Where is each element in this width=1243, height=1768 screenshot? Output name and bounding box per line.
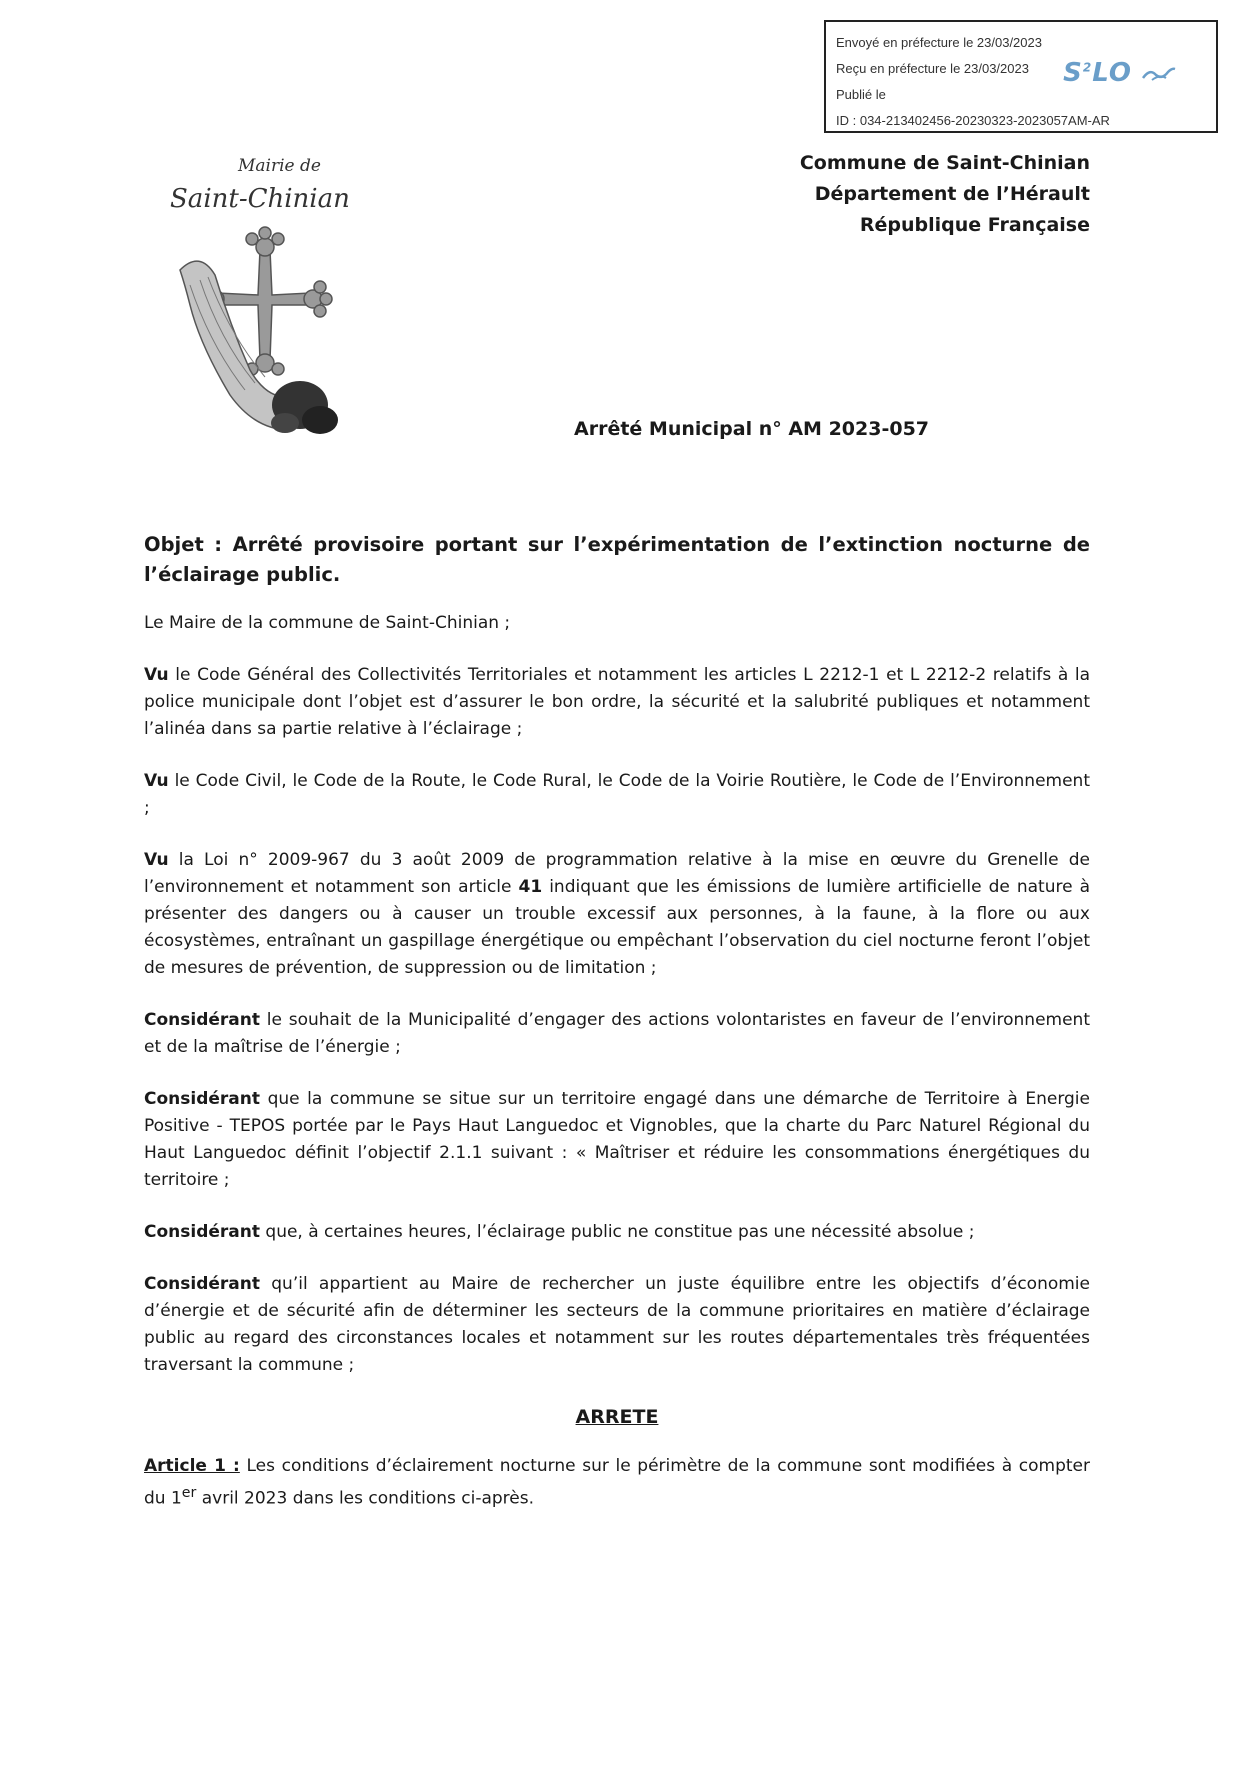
stamp-published: Publié le	[836, 87, 886, 102]
vu-label: Vu	[144, 771, 169, 791]
logo-text-mairie: Mairie de	[238, 156, 321, 176]
s2lo-logo: $S^2LO$	[1063, 58, 1176, 88]
document-title: Arrêté Municipal n° AM 2023-057	[574, 418, 930, 440]
intro-paragraph: Le Maire de la commune de Saint-Chinian ;	[144, 613, 511, 633]
objet-label: Objet :	[144, 533, 223, 556]
stamp-sent: Envoyé en préfecture le 23/03/2023	[836, 35, 1042, 50]
considerant-label: Considérant	[144, 1010, 260, 1030]
vu-paragraph-2: Vu le Code Civil, le Code de la Route, le Code Rural, le Code de la Voirie Routière, le Code de l’Environnement ;	[144, 771, 1090, 818]
document-body	[144, 530, 1090, 1538]
considerant-label: Considérant	[144, 1089, 260, 1109]
commune-header	[800, 148, 1090, 241]
objet-paragraph	[144, 530, 1090, 590]
considerant-label: Considérant	[144, 1274, 260, 1294]
header-commune: Commune de Saint-Chinian	[799, 152, 1090, 174]
article-1-label: Article 1 :	[144, 1456, 240, 1476]
swoosh-icon	[1142, 66, 1176, 82]
vu-paragraph-3: Vu la Loi n° 2009-967 du 3 août 2009 de programmation relative à la mise en œuvre du Grenelle de l’environnement et notamment son article 41 indiquant que les émissions de lumière artificielle de nature à présenter des dangers ou à causer un trouble excessif aux personnes, à la faune, à la flore ou aux écosystèmes, entraînant un gaspillage énergétique ou empêchant l’observation du ciel nocturne feront l’objet de mesures de prévention, de suppression ou de limitation ;	[144, 850, 1091, 978]
considerant-label: Considérant	[144, 1222, 260, 1242]
header-republique: République Française	[859, 214, 1090, 236]
considerant-paragraph-2: Considérant que la commune se situe sur un territoire engagé dans une démarche de Territoire à Energie Positive - TEPOS portée par le Pays Haut Languedoc et Vignobles, que la charte du Parc Naturel Régional du Haut Languedoc définit l’objectif 2.1.1 suivant : « Maîtriser et réduire les consommations énergétiques du territoire ;	[144, 1089, 1090, 1190]
header-departement: Département de l’Hérault	[814, 183, 1090, 205]
vu-label: Vu	[144, 665, 169, 685]
objet-text: Arrêté provisoire portant sur l’expérimentation de l’extinction nocturne de l’éclairage public.	[144, 533, 1091, 586]
article-1-paragraph: Article 1 : Les conditions d’éclairement nocturne sur le périmètre de la commune sont modifiées à compter du 1er avril 2023 dans les conditions ci-après.	[144, 1456, 1090, 1509]
arrete-heading: ARRETE	[575, 1406, 659, 1428]
considerant-paragraph-4: Considérant qu’il appartient au Maire de rechercher un juste équilibre entre les objectifs d’économie d’énergie et de sécurité afin de déterminer les secteurs de la commune prioritaires en matière d’éclairage public au regard des circonstances locales et notamment sur les routes départementales très fréquentées traversant la commune ;	[144, 1274, 1090, 1375]
considerant-paragraph-1: Considérant le souhait de la Municipalité d’engager des actions volontaristes en faveur de l’environnement et de la maîtrise de l’énergie ;	[144, 1010, 1090, 1057]
stamp-id: ID : 034-213402456-20230323-2023057AM-AR	[836, 113, 1110, 128]
vu-paragraph-1: Vu le Code Général des Collectivités Territoriales et notamment les articles L 2212-1 et L 2212-2 relatifs à la police municipale dont l’objet est d’assurer le bon ordre, la sécurité et la salubrité publiques et notamment l’alinéa dans sa partie relative à l’éclairage ;	[144, 665, 1090, 739]
mairie-logo	[160, 155, 370, 475]
considerant-paragraph-3: Considérant que, à certaines heures, l’éclairage public ne constitue pas une nécessité absolue ;	[144, 1222, 975, 1242]
prefecture-stamp	[824, 20, 1218, 133]
logo-text-saint-chinian: Saint-Chinian	[170, 184, 350, 214]
stamp-received: Reçu en préfecture le 23/03/2023	[836, 61, 1029, 76]
vu-label: Vu	[144, 850, 169, 870]
